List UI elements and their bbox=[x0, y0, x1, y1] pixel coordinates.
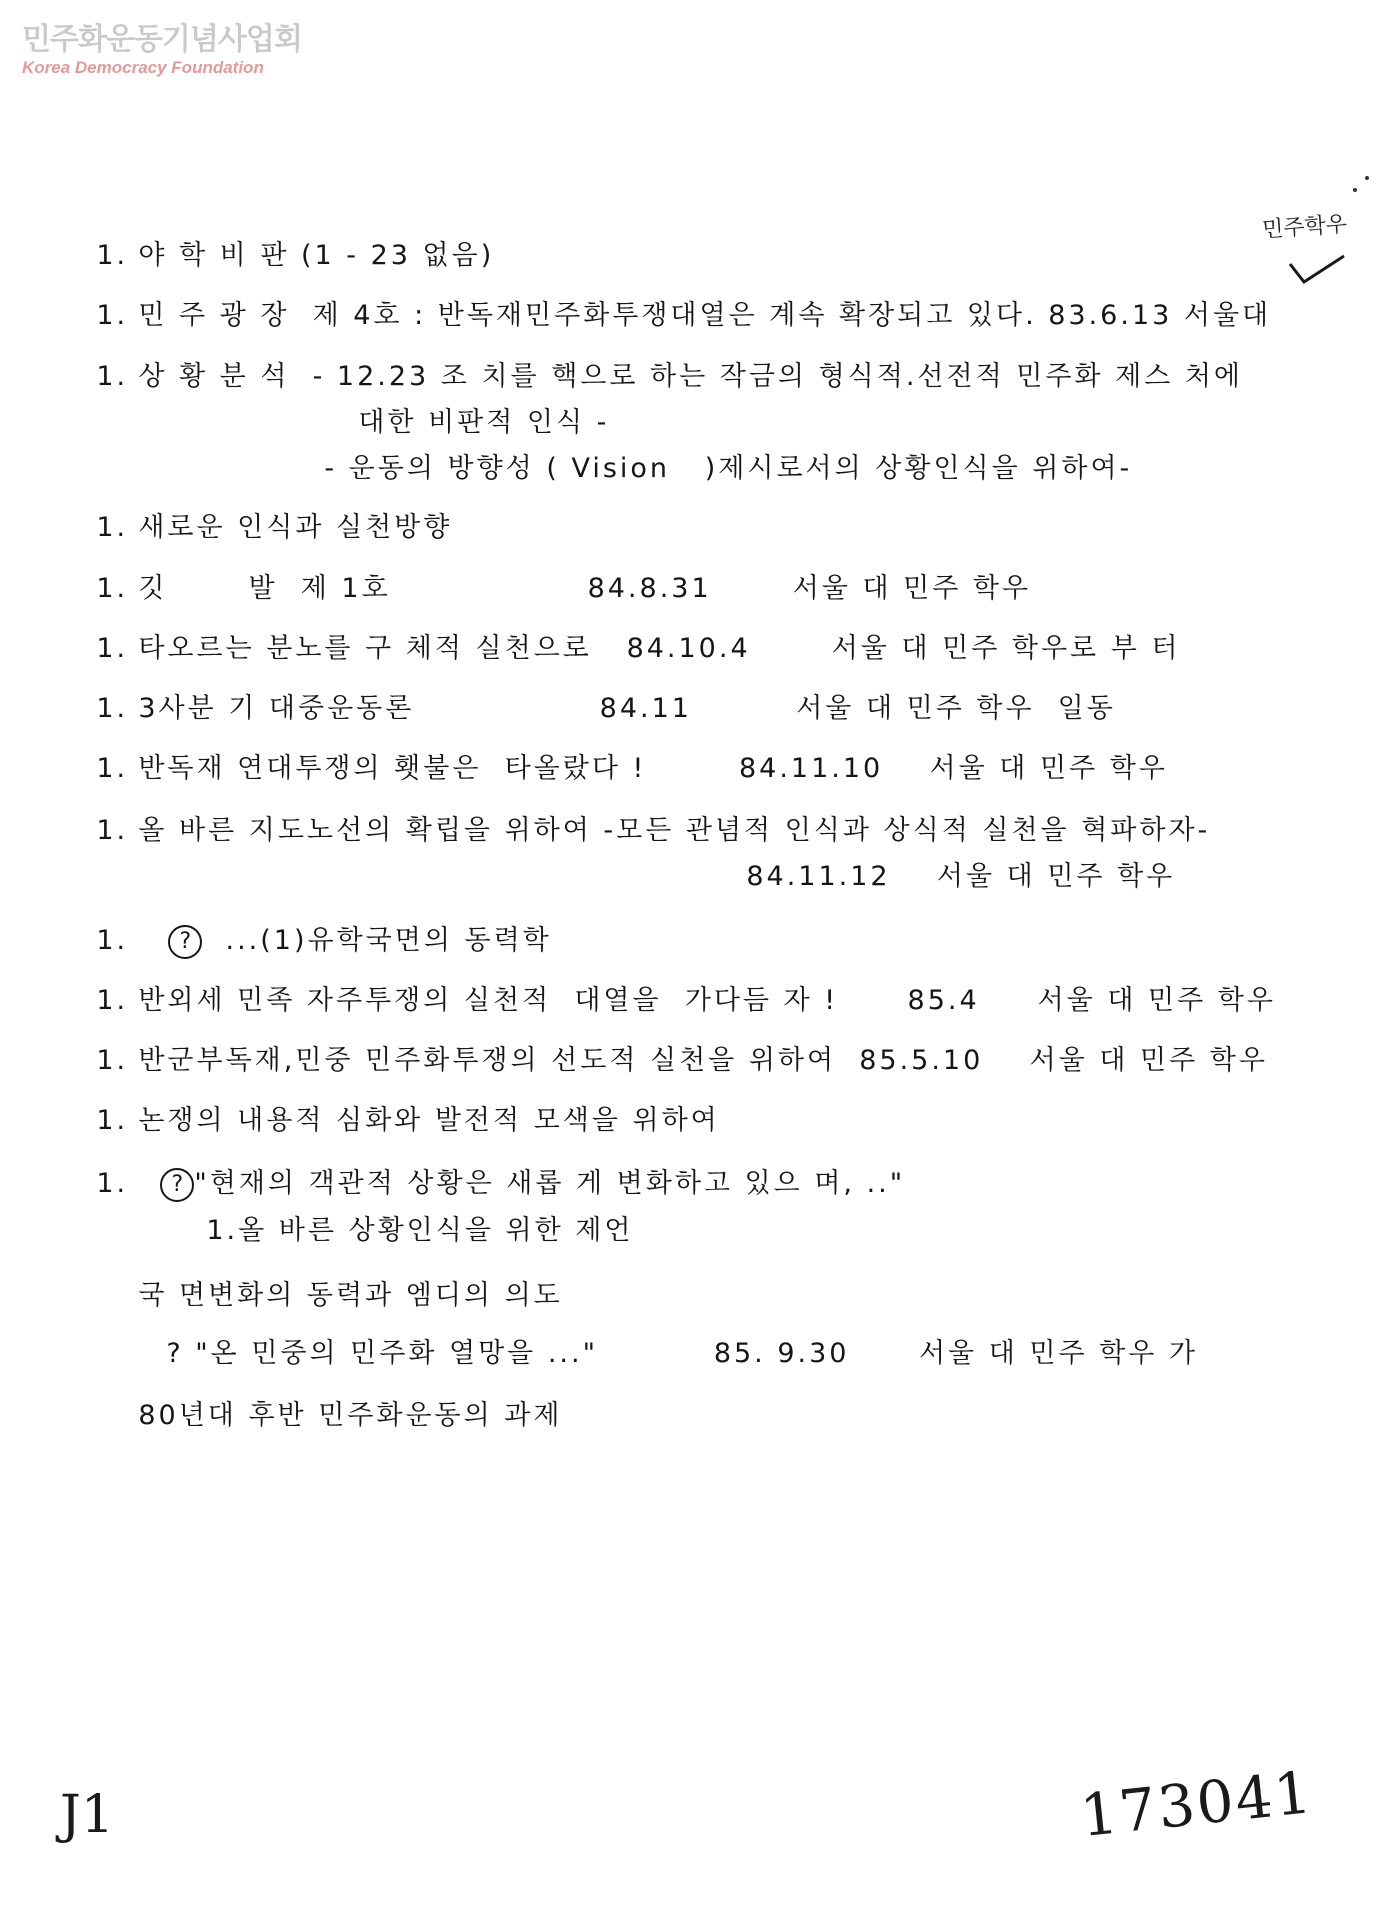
item-text: 반독재 연대투쟁의 횃불은 타올랐다 ! 84.11.10 서울 대 민주 학우 bbox=[138, 753, 1168, 784]
item-text: - 운동의 방향성 ( Vision )제시로서의 상황인식을 위하여- bbox=[324, 453, 1133, 484]
item-text: 반외세 민족 자주투쟁의 실천적 대열을 가다듬 자 ! 85.4 서울 대 민주 학우 bbox=[138, 985, 1276, 1016]
handwritten-document-number: 173041 bbox=[1077, 1757, 1317, 1851]
item-number: 1. bbox=[96, 361, 129, 392]
item-text: 80년대 후반 민주화운동의 과제 bbox=[138, 1400, 563, 1431]
item-text: 상 황 분 석 - 12.23 조 치를 핵으로 하는 작금의 형식적.선전적 민주화 제스 처에 bbox=[138, 361, 1243, 392]
item-text: 깃 발 제 1호 84.8.31 서울 대 민주 학우 bbox=[138, 573, 1032, 604]
list-item-continuation bbox=[700, 826, 1175, 928]
question-circle-icon: ? bbox=[160, 1168, 194, 1202]
item-text: 타오르는 분노를 구 체적 실천으로 84.10.4 서울 대 민주 학우로 부 터 bbox=[138, 633, 1181, 664]
item-number: 1. bbox=[96, 925, 129, 956]
item-number: 1. bbox=[96, 512, 129, 543]
item-number: 1. bbox=[96, 633, 129, 664]
item-number: 1. bbox=[96, 693, 129, 724]
item-number: 1. bbox=[96, 1045, 129, 1076]
item-text: 새로운 인식과 실천방향 bbox=[138, 512, 453, 543]
item-text: 1.올 바른 상황인식을 위한 제언 bbox=[206, 1215, 634, 1246]
question-circle-icon: ? bbox=[168, 925, 202, 959]
item-text: 올 바른 지도노선의 확립을 위하여 -모든 관념적 인식과 상식적 실천을 혁파하자- bbox=[138, 815, 1211, 846]
item-number: 1. bbox=[96, 815, 129, 846]
item-number: 1. bbox=[96, 240, 129, 271]
handwritten-initials: J1 bbox=[60, 1785, 114, 1845]
item-text: "현재의 객관적 상황은 새롭 게 변화하고 있으 며, .." bbox=[194, 1168, 906, 1199]
list-item bbox=[50, 326, 1243, 428]
watermark-korean: 민주화운동기념사업회 bbox=[22, 22, 302, 57]
item-text: 반군부독재,민중 민주화투쟁의 선도적 실천을 위하여 85.5.10 서울 대 민주 학우 bbox=[138, 1045, 1268, 1076]
item-text: 국 면변화의 동력과 엠디의 의도 bbox=[138, 1280, 563, 1311]
item-number: 1. bbox=[96, 753, 129, 784]
margin-handwritten-note: 민주학우 bbox=[1261, 212, 1348, 243]
item-number: 1. bbox=[96, 573, 129, 604]
item-text: 민 주 광 장 제 4호 : 반독재민주화투쟁대열은 계속 확장되고 있다. 83.6.13 서울대 bbox=[138, 300, 1272, 331]
check-mark-icon bbox=[1288, 252, 1348, 292]
watermark-english: Korea Democracy Foundation bbox=[22, 58, 264, 77]
item-number: 1. bbox=[96, 300, 129, 331]
foundation-watermark bbox=[22, 22, 302, 78]
item-number: 1. bbox=[96, 985, 129, 1016]
item-text: 대한 비판적 인식 - bbox=[358, 407, 610, 438]
item-text: ...(1)유학국면의 동력학 bbox=[202, 925, 552, 956]
item-text: 야 학 비 판 (1 - 23 없음) bbox=[138, 240, 495, 271]
item-text: 84.11.12 서울 대 민주 학우 bbox=[746, 861, 1176, 892]
list-item bbox=[92, 1365, 562, 1467]
item-number: 1. bbox=[96, 1168, 129, 1199]
item-text: ? "온 민중의 민주화 열망을 ..." 85. 9.30 서울 대 민주 학우 가 bbox=[166, 1338, 1198, 1369]
item-text: 논쟁의 내용적 심화와 발전적 모색을 위하여 bbox=[138, 1105, 720, 1136]
item-number: 1. bbox=[96, 1105, 129, 1136]
item-text: 3사분 기 대중운동론 84.11 서울 대 민주 학우 일동 bbox=[138, 693, 1116, 724]
